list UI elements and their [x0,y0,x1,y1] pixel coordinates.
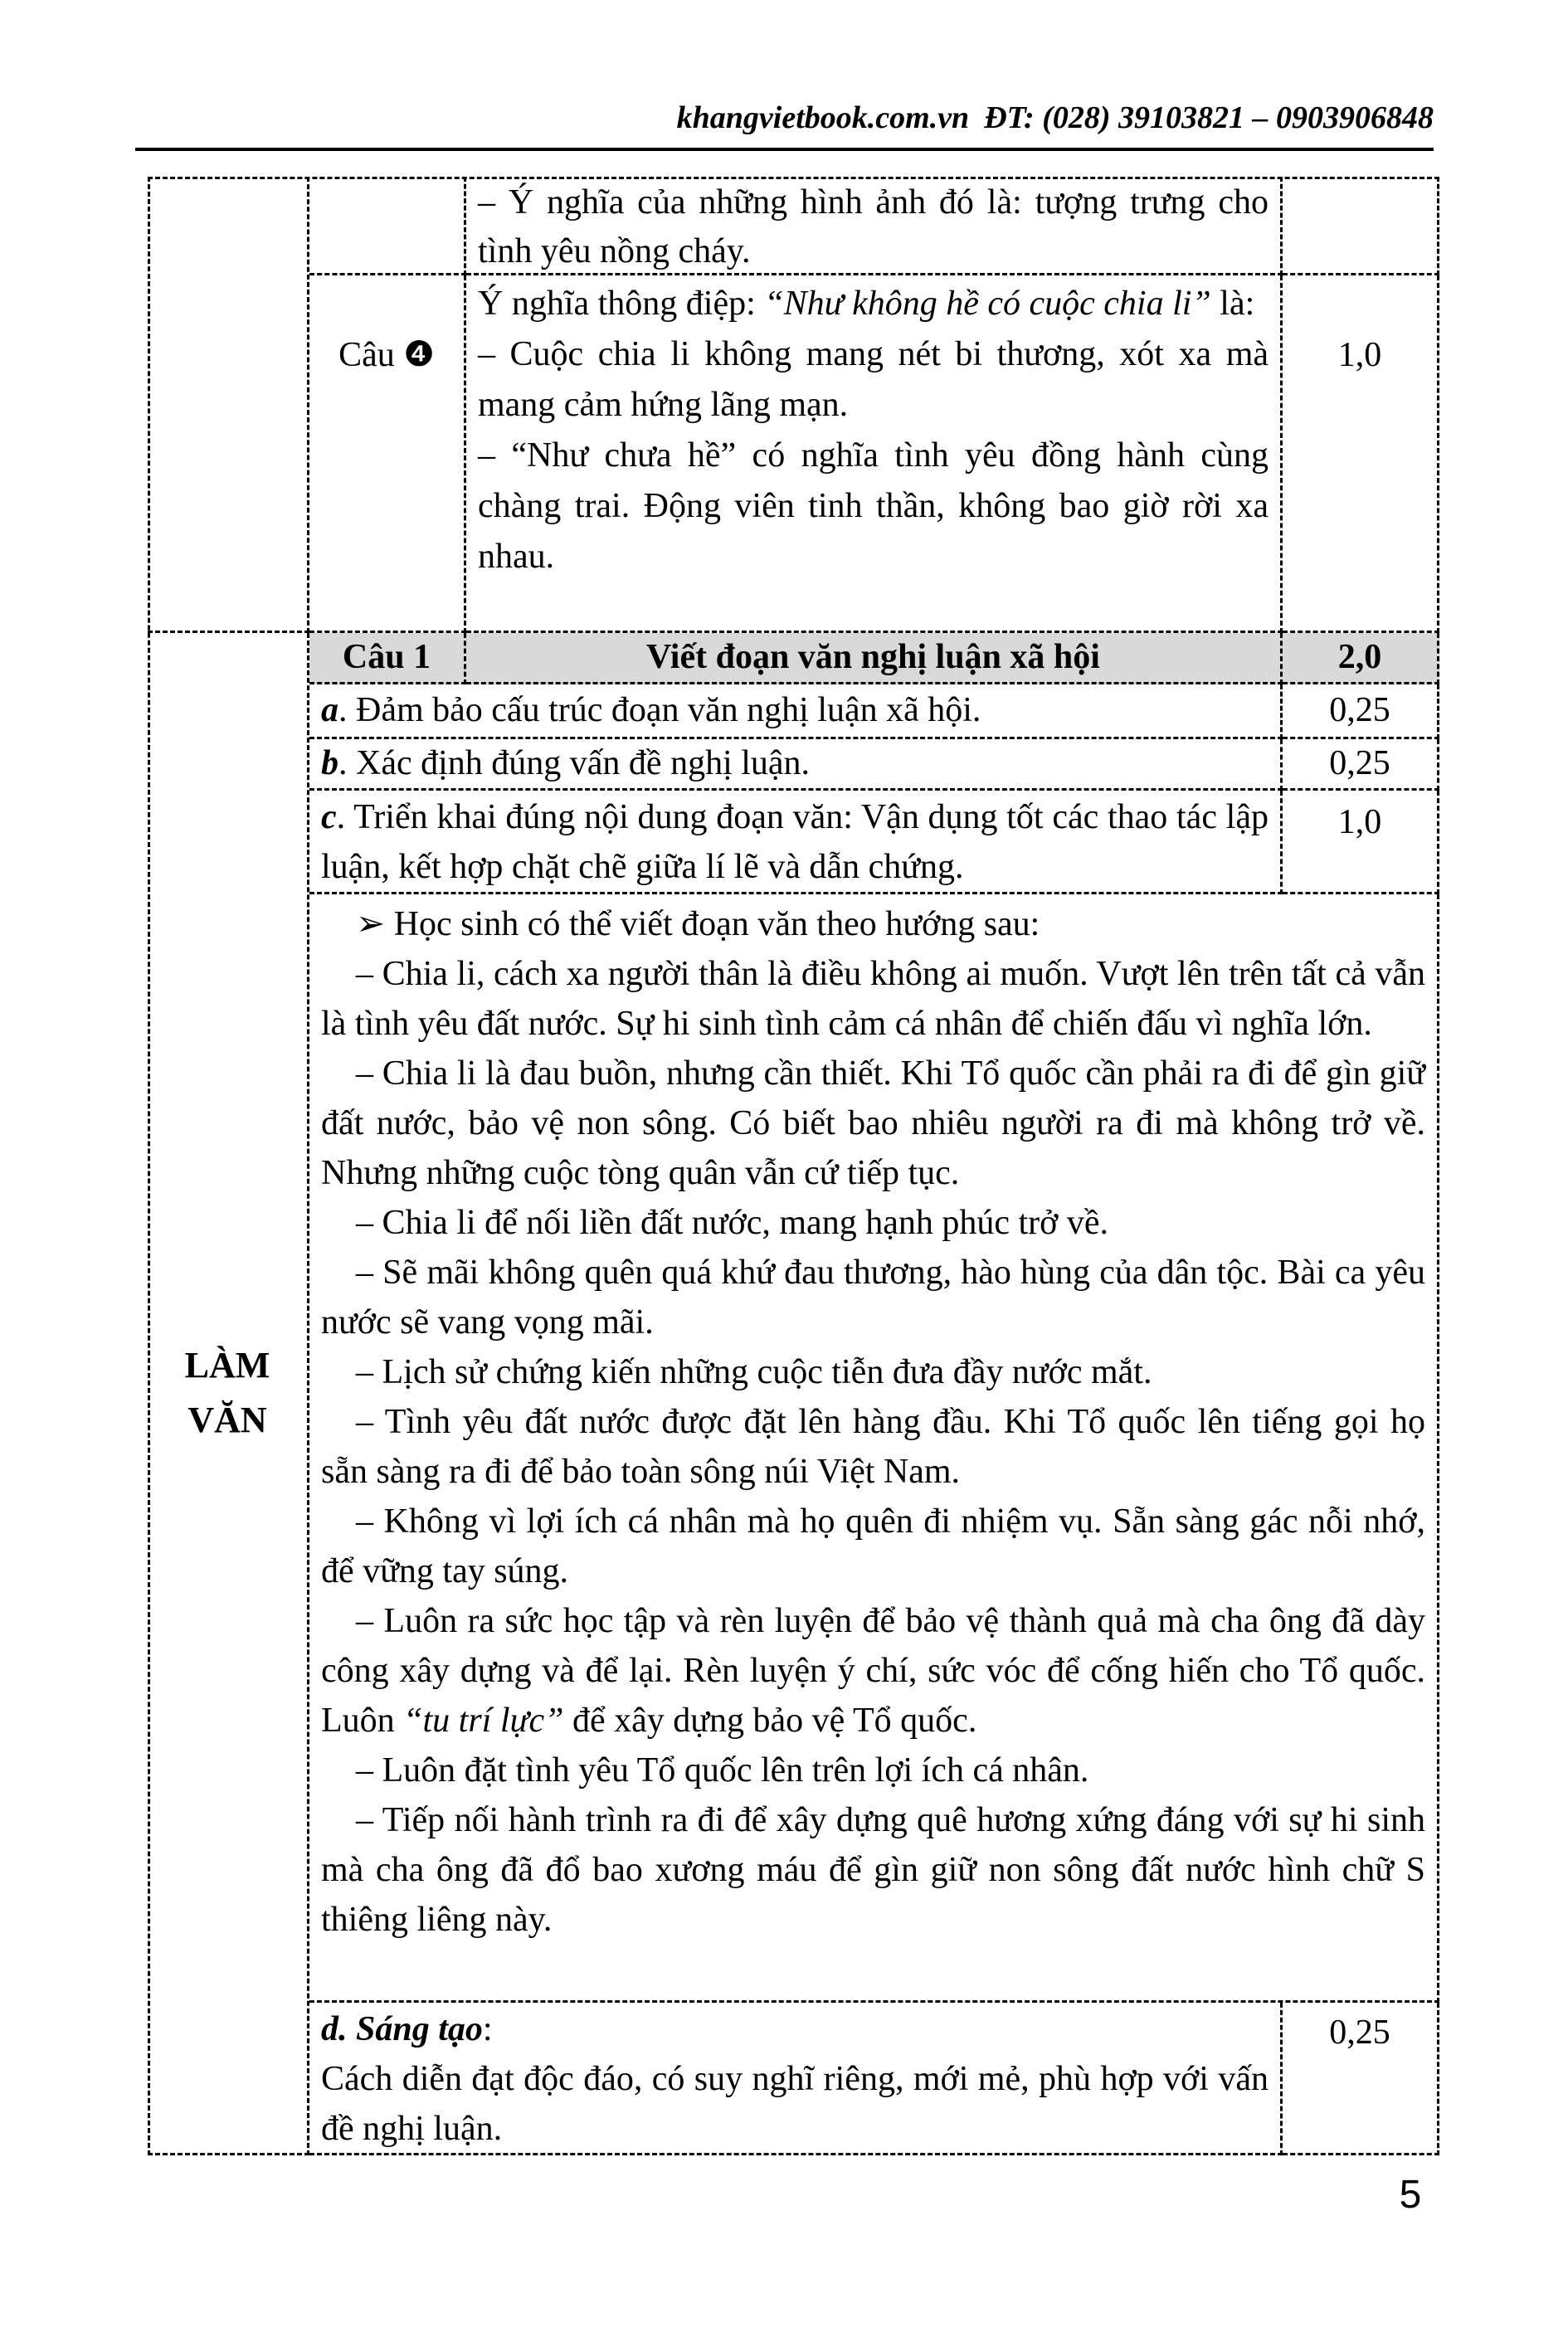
cau4-answer-cell [466,275,1283,633]
section-label-line2: VĂN [187,1400,267,1440]
guidance-paragraph: – Chia li để nối liền đất nước, mang hạnh phúc trở về. [356,1204,1108,1242]
criterion-d-text: Cách diễn đạt độc đáo, có suy nghĩ riêng, mới mẻ, phù hợp với vấn đề nghị luận. [321,2060,1269,2148]
guidance-paragraph: – Không vì lợi ích cá nhân mà họ quên đi nhiệm vụ. Sẵn sàng gác nỗi nhớ, để vững tay súng. [321,1502,1425,1590]
guidance-heading-text: Học sinh có thể viết đoạn văn theo hướng sau: [385,905,1040,943]
criterion-c-cell [309,791,1283,894]
cau4-bullet: – Cuộc chia li không mang nét bi thương, xót xa mà mang cảm hứng lãng mạn. [478,335,1269,424]
cau4-bullet: – “Như chưa hề” có nghĩa tình yêu đồng hành cùng chàng trai. Động viên tinh thần, không bao giờ rời xa nhau. [478,436,1269,576]
guidance-paragraph [321,1596,1425,1746]
header-contact: ĐT: (028) 39103821 – 0903906848 [984,100,1434,135]
guidance-paragraph: – Tiếp nối hành trình ra đi để xây dựng quê hương xứng đáng với sự hi sinh mà cha ông đã đổ bao xương máu để gìn giữ non sông đất nước hình chữ S thiêng liêng này. [321,1801,1425,1939]
guidance-p8-quote: “tu trí lực” [403,1702,564,1740]
cau1-points: 2,0 [1283,633,1439,684]
section-cell-empty [148,177,309,633]
criterion-a-points: 0,25 [1283,684,1439,739]
criterion-d-heading [321,2004,1269,2054]
cau4-intro-prefix: Ý nghĩa thông điệp: [478,285,765,323]
guidance-paragraph: – Sẽ mãi không quên quá khứ đau thương, hào hùng của dân tộc. Bài ca yêu nước sẽ vang vọng mãi. [321,1254,1425,1342]
criterion-d-points: 0,25 [1283,2003,1439,2155]
criterion-b-cell [309,739,1283,791]
guidance-paragraph: – Chia li là đau buồn, nhưng cần thiết. Khi Tổ quốc cần phải ra đi để gìn giữ đất nước, bảo vệ non sông. Có biết bao nhiêu người ra đi mà không trở về. Nhưng những cuộc tòng quân vẫn cứ tiếp tục. [321,1054,1425,1192]
criterion-a-letter: a [321,691,338,729]
criterion-d-letter: d [321,2010,338,2048]
page-number: 5 [1399,2173,1422,2217]
criterion-d-label: . Sáng tạo [338,2010,483,2048]
question-label-cau1: Câu 1 [309,633,466,684]
page-header [133,98,1434,138]
criterion-c-letter: c [321,798,337,836]
guidance-paragraph: – Luôn đặt tình yêu Tổ quốc lên trên lợi ích cá nhân. [356,1751,1089,1790]
answer-text-cell [466,177,1283,275]
guidance-p8-post: để xây dựng bảo vệ Tổ quốc. [563,1702,977,1740]
criterion-c-points: 1,0 [1283,791,1439,894]
cau4-intro-quote: “Như không hề có cuộc chia li” [764,285,1211,323]
question-cell-empty [309,177,466,275]
criterion-b-letter: b [321,744,338,782]
header-rule [135,148,1434,151]
guidance-p8-pre: – Luôn ra sức học tập và rèn luyện để bảo vệ thành quả mà cha ông đã dày công xây dựng và để lại. Rèn luyện ý chí, sức vóc để cống hiến cho Tổ quốc. Luôn [321,1602,1425,1740]
circled-four-icon: ❹ [403,336,435,374]
criterion-d-cell [309,2003,1283,2155]
section-label-lam-van [148,633,309,2155]
points-cell-empty [1283,177,1439,275]
guidance-cell [309,894,1439,2003]
cau4-points: 1,0 [1283,275,1439,633]
guidance-paragraph: – Tình yêu đất nước được đặt lên hàng đầu. Khi Tổ quốc lên tiếng gọi họ sẵn sàng ra đi để bảo toàn sông núi Việt Nam. [321,1403,1425,1491]
header-site: khangvietbook.com.vn [676,100,970,135]
criterion-b-text: . Xác định đúng vấn đề nghị luận. [338,744,811,782]
cau4-intro-suffix: là: [1210,285,1255,323]
answer-line: – Ý nghĩa của những hình ảnh đó là: tượng trưng cho tình yêu nồng cháy. [478,183,1269,270]
guidance-heading [321,899,1425,949]
criterion-c-text: . Triển khai đúng nội dung đoạn văn: Vận dụng tốt các thao tác lập luận, kết hợp chặt chẽ giữa lí lẽ và dẫn chứng. [321,798,1269,886]
guidance-paragraph: – Chia li, cách xa người thân là điều không ai muốn. Vượt lên trên tất cả vẫn là tình yêu đất nước. Sự hi sinh tình cảm cá nhân để chiến đấu vì nghĩa lớn. [321,955,1425,1043]
guidance-paragraph: – Lịch sử chứng kiến những cuộc tiễn đưa đầy nước mắt. [356,1353,1152,1391]
cau4-label-text: Câu [338,336,395,374]
cau4-intro [478,279,1269,329]
arrow-bullet-icon: ➢ [356,905,386,943]
cau1-title: Viết đoạn văn nghị luận xã hội [466,633,1283,684]
criterion-a-cell [309,684,1283,739]
answer-key-table [148,177,1439,2155]
criterion-b-points: 0,25 [1283,739,1439,791]
criterion-d-colon: : [482,2010,493,2048]
criterion-a-text: . Đảm bảo cấu trúc đoạn văn nghị luận xã hội. [338,691,981,729]
question-label-cau4 [309,275,466,633]
section-label-line1: LÀM [184,1345,270,1385]
